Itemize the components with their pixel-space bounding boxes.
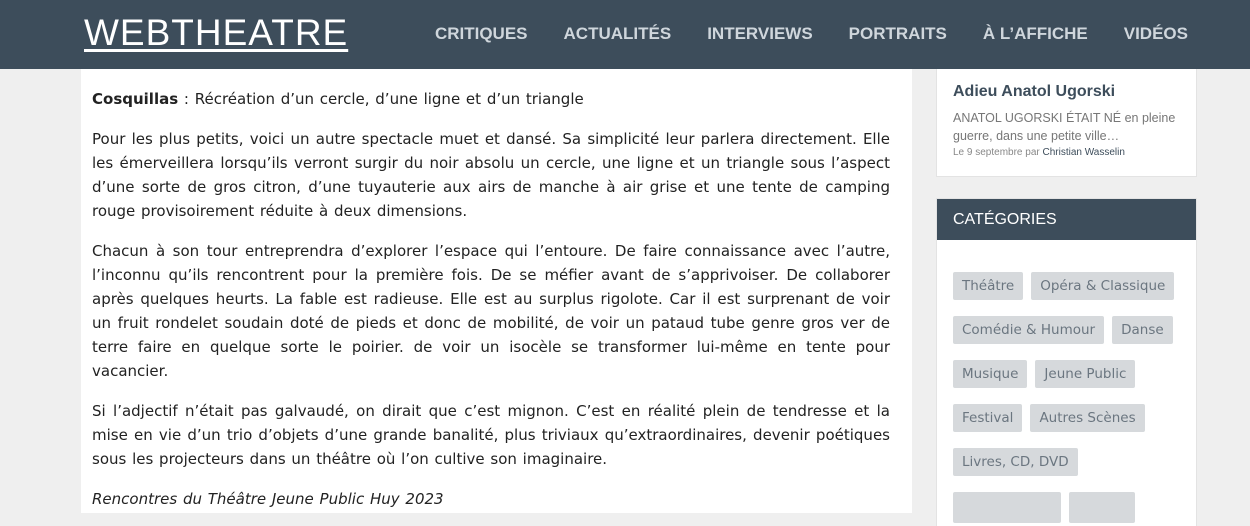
related-article-author[interactable]: Christian Wasselin <box>1042 147 1125 158</box>
category-tag-partial[interactable] <box>1069 492 1135 523</box>
related-article-title[interactable]: Adieu Anatol Ugorski <box>953 83 1116 100</box>
site-logo[interactable]: WEBTHEATRE <box>84 12 349 53</box>
categories-heading: CATÉGORIES <box>937 199 1196 240</box>
related-article-date: Le 9 septembre par <box>953 147 1043 158</box>
category-tag[interactable]: Livres, CD, DVD <box>953 448 1078 476</box>
category-tag[interactable]: Opéra & Classique <box>1031 272 1174 300</box>
article-paragraph-2: Chacun à son tour entreprendra d’explorer l’espace qui l’entoure. De faire connaissance avec l’autre, l’inconnu qu’ils rencontrent pour la première fois. De se méfier avant de s’apprivoiser. De collaborer après quelques heurts. La fable est radieuse. Elle est au surplus rigolote. Car il est surprenant de voir un fruit rondelet soudain doté de pieds et donc de mobilité, de voir un pataud tube genre gros ver de terre faire en quelque sorte le poirier. de voir un isocèle se transformer lui-même en tente pour vacancier. <box>92 242 890 380</box>
nav-a-l-affiche[interactable]: À L’AFFICHE <box>982 24 1088 43</box>
site-header <box>0 0 1250 69</box>
related-article-excerpt: ANATOL UGORSKI ÉTAIT NÉ en pleine guerre, dans une petite ville… <box>953 111 1176 143</box>
nav-videos[interactable]: VIDÉOS <box>1123 24 1188 43</box>
category-tag[interactable]: Danse <box>1112 316 1173 344</box>
article-container <box>81 69 912 513</box>
category-tag[interactable]: Autres Scènes <box>1030 404 1144 432</box>
related-article-card[interactable] <box>936 69 1197 177</box>
category-tag-list <box>937 240 1196 523</box>
article-paragraph-1: Pour les plus petits, voici un autre spectacle muet et dansé. Sa simplicité leur parlera directement. Elle les émerveillera lorsqu’ils verront surgir du noir absolu un cercle, une ligne et un triangle sous l’aspect d’une sorte de gros citron, d’une tuyauterie aux airs de manche à air grise et une tente de camping rouge provisoirement réduite à deux dimensions. <box>92 130 890 220</box>
category-tag[interactable]: Festival <box>953 404 1022 432</box>
related-article-meta <box>953 147 1180 158</box>
article-body <box>81 69 912 511</box>
category-tag[interactable]: Musique <box>953 360 1027 388</box>
nav-interviews[interactable]: INTERVIEWS <box>707 24 813 43</box>
nav-portraits[interactable]: PORTRAITS <box>848 24 947 43</box>
sidebar <box>936 69 1197 470</box>
categories-widget <box>936 198 1197 526</box>
category-tag[interactable]: Théâtre <box>953 272 1023 300</box>
nav-actualites[interactable]: ACTUALITÉS <box>563 24 672 43</box>
article-subtitle <box>92 87 890 111</box>
category-tag[interactable]: Jeune Public <box>1035 360 1135 388</box>
main-nav <box>435 24 1188 44</box>
show-title: Cosquillas <box>92 90 179 108</box>
nav-critiques[interactable]: CRITIQUES <box>434 24 528 43</box>
category-tag-partial[interactable] <box>953 492 1061 523</box>
category-tag[interactable]: Comédie & Humour <box>953 316 1104 344</box>
show-subtitle: : Récréation d’un cercle, d’une ligne et d’un triangle <box>178 90 584 108</box>
article-signature: Rencontres du Théâtre Jeune Public Huy 2023 <box>92 490 444 508</box>
article-paragraph-3: Si l’adjectif n’était pas galvaudé, on dirait que c’est mignon. C’est en réalité plein de tendresse et la mise en vie d’un trio d’objets d’une grande banalité, plus triviaux qu’extraordinaires, devenir poétiques sous les projecteurs dans un théâtre où l’on cultive son imaginaire. <box>92 402 890 468</box>
